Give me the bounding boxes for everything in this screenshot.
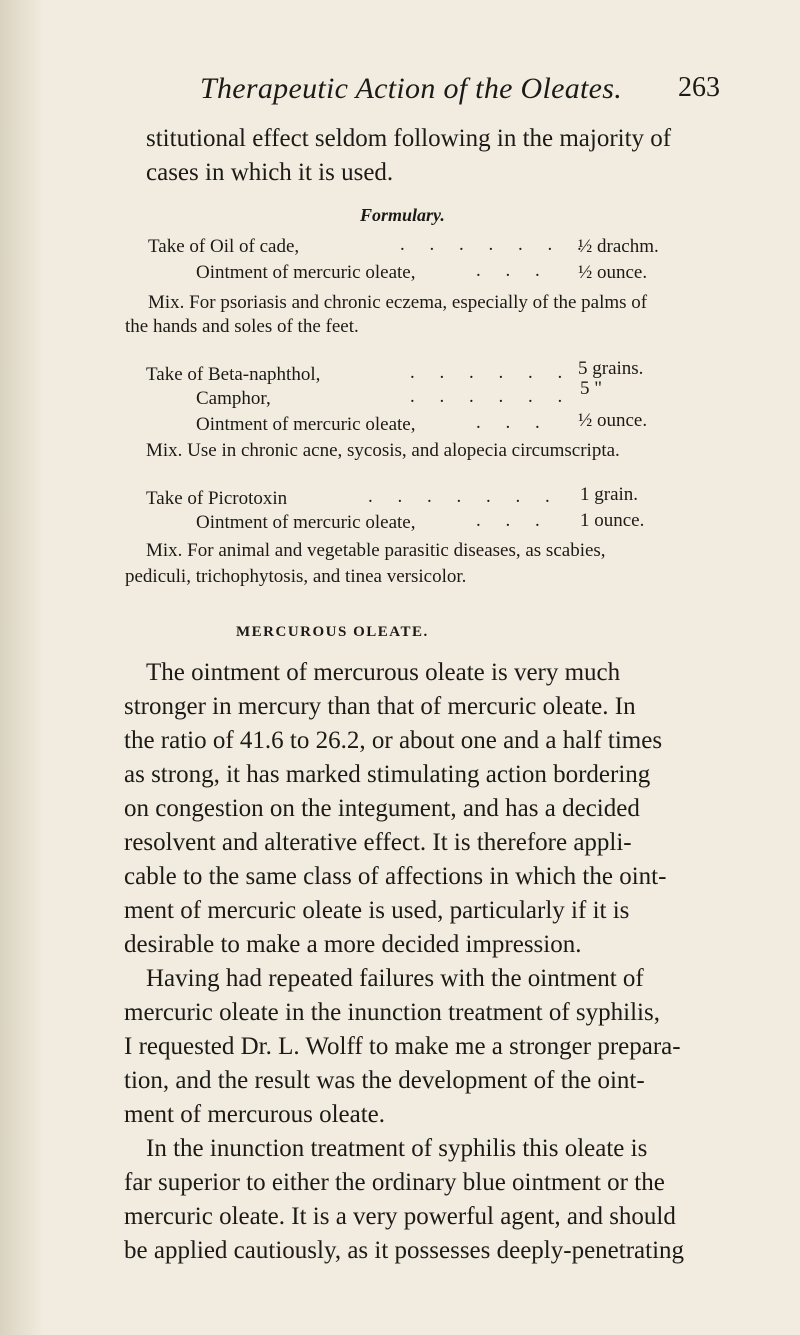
formula3-item2-name: Ointment of mercuric oleate, [196,512,416,533]
formulary-heading: Formulary. [360,205,445,225]
formula3-item1-qty: 1 grain. [580,484,639,505]
formula3-note: pediculi, trichophytosis, and tinea versicolor. [125,566,467,587]
body-line: Having had repeated failures with the ointment of [146,965,644,992]
running-head-title: Therapeutic Action of the Oleates. [200,72,623,105]
section-heading: MERCUROUS OLEATE. [236,624,429,640]
body-line: stronger in mercury than that of mercuric oleate. In [124,693,636,720]
formula1-note: Mix. For psoriasis and chronic eczema, especially of the palms of [148,292,648,313]
body-line: In the inunction treatment of syphilis this oleate is [146,1135,648,1162]
formula2-item2-leader: . . . . . . [410,386,573,407]
formula2-item2-qty: 5 " [580,378,603,399]
intro-line: cases in which it is used. [146,159,394,186]
intro-line: stitutional effect seldom following in the majority of [146,125,672,152]
formula2-note: Mix. Use in chronic acne, sycosis, and alopecia circumscripta. [146,440,620,461]
formula3-item1-leader: . . . . . . . [368,486,560,507]
running-head [200,72,720,112]
formula1-item2-leader: . . . [476,260,550,281]
body-line: resolvent and alterative effect. It is therefore appli- [124,829,632,856]
formula3-item2-qty: 1 ounce. [580,510,645,531]
body-line: I requested Dr. L. Wolff to make me a stronger prepara- [124,1033,681,1060]
body-line: as strong, it has marked stimulating action bordering [124,761,651,788]
body-line: far superior to either the ordinary blue ointment or the [124,1169,665,1196]
formula1-item2-name: Ointment of mercuric oleate, [196,262,416,283]
page-number: 263 [678,72,720,103]
formula2-item1-name: Take of Beta-naphthol, [146,364,321,385]
formula1-item1-leader: . . . . . . . [400,234,592,255]
body-line: mercuric oleate. It is a very powerful agent, and should [124,1203,676,1230]
body-line: The ointment of mercurous oleate is very much [146,659,621,686]
formula1-item1-qty: ½ drachm. [578,236,659,257]
body-line: tion, and the result was the development of the oint- [124,1067,645,1094]
formula3-note: Mix. For animal and vegetable parasitic diseases, as scabies, [146,540,606,561]
formula3-item2-leader: . . . [476,510,550,531]
body-line: ment of mercurous oleate. [124,1101,386,1128]
formula3-item1-name: Take of Picrotoxin [146,488,288,509]
body-line: mercuric oleate in the inunction treatment of syphilis, [124,999,660,1026]
formula1-item2-qty: ½ ounce. [578,262,648,283]
body-line: cable to the same class of affections in which the oint- [124,863,667,890]
formula2-item1-qty: 5 grains. [578,358,644,379]
body-line: ment of mercuric oleate is used, particularly if it is [124,897,630,924]
formula1-note: the hands and soles of the feet. [125,316,359,337]
body-line: on congestion on the integument, and has a decided [124,795,640,822]
formula1-item1-name: Take of Oil of cade, [148,236,300,257]
formula2-item3-leader: . . . [476,412,550,433]
formula2-item3-name: Ointment of mercuric oleate, [196,414,416,435]
formula2-item2-name: Camphor, [196,388,271,409]
body-line: the ratio of 41.6 to 26.2, or about one and a half times [124,727,663,754]
formula2-item1-leader: . . . . . . [410,362,573,383]
body-line: desirable to make a more decided impression. [124,931,582,958]
formula2-item3-qty: ½ ounce. [578,410,648,431]
body-line: be applied cautiously, as it possesses deeply-penetrating [124,1237,685,1264]
